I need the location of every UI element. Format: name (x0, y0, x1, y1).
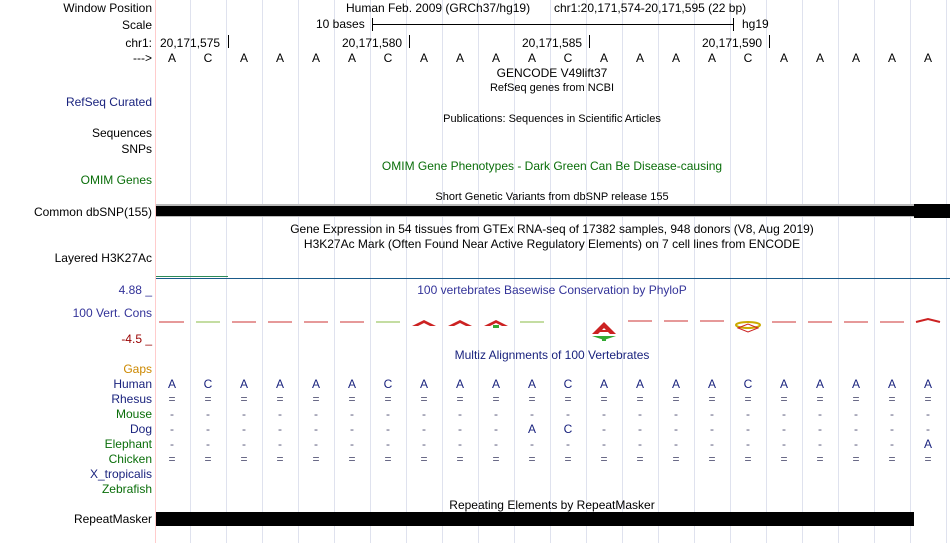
alignment-base: - (206, 422, 210, 436)
alignment-base: = (420, 392, 428, 406)
gtex-track-title[interactable]: Gene Expression in 54 tissues from GTEx RNA-seq of 17382 samples, 948 donors (V8, Aug 2019) (290, 222, 814, 236)
alignment-base: - (170, 437, 174, 451)
alignment-base: C (563, 377, 573, 391)
alignment-base: = (780, 452, 788, 466)
coord-4: 20,171,590 (702, 36, 763, 50)
alignment-base: - (494, 407, 498, 421)
multiz-track-title[interactable]: Multiz Alignments of 100 Vertebrates (454, 348, 650, 362)
dna-base: A (527, 51, 536, 65)
alignment-base: - (782, 422, 786, 436)
position-text: chr1:20,171,574-20,171,595 (22 bp) (554, 1, 747, 15)
alignment-base: - (890, 407, 894, 421)
repeatmasker-track-title[interactable]: Repeating Elements by RepeatMasker (449, 498, 655, 512)
dna-base: C (203, 51, 213, 65)
publications-track-title[interactable]: Publications: Sequences in Scientific Articles (443, 113, 661, 125)
alignment-base: - (386, 407, 390, 421)
omim-genes-label[interactable]: OMIM Genes (80, 173, 152, 187)
alignment-base: - (674, 407, 678, 421)
alignment-base: = (528, 392, 536, 406)
alignment-base: A (455, 377, 464, 391)
alignment-base: = (492, 452, 500, 466)
alignment-base: = (564, 392, 572, 406)
species-label-gaps[interactable]: Gaps (123, 362, 152, 376)
alignment-base: = (852, 452, 860, 466)
alignment-base: - (566, 407, 570, 421)
alignment-base: - (602, 437, 606, 451)
alignment-base: = (708, 452, 716, 466)
refseq-track-title[interactable]: RefSeq genes from NCBI (489, 82, 615, 94)
alignment-base: A (491, 377, 500, 391)
alignment-base: - (206, 407, 210, 421)
alignment-base: - (890, 422, 894, 436)
dna-base: C (563, 51, 573, 65)
dna-base: A (923, 51, 932, 65)
gencode-track-title[interactable]: GENCODE V49lift37 (496, 66, 608, 80)
alignment-base: - (782, 437, 786, 451)
alignment-base: - (350, 422, 354, 436)
alignment-base: - (242, 422, 246, 436)
dbsnp-track-title[interactable]: Short Genetic Variants from dbSNP release 155 (435, 191, 669, 203)
alignment-base: - (890, 437, 894, 451)
phylop-label[interactable]: 100 Vert. Cons (72, 306, 152, 320)
strand-label: ---> (133, 51, 152, 65)
chrom-label: chr1: (125, 36, 152, 50)
dbsnp-label[interactable]: Common dbSNP(155) (33, 205, 152, 219)
alignment-base: - (854, 422, 858, 436)
alignment-base: A (419, 377, 428, 391)
alignment-base: C (743, 377, 753, 391)
dna-base: A (491, 51, 500, 65)
scale-label: Scale (121, 18, 152, 32)
alignment-base: = (564, 452, 572, 466)
alignment-base: - (746, 422, 750, 436)
alignment-base: - (170, 422, 174, 436)
alignment-base: - (566, 437, 570, 451)
alignment-base: = (888, 452, 896, 466)
species-label-chicken[interactable]: Chicken (108, 452, 152, 466)
alignment-base: - (710, 422, 714, 436)
alignment-base: A (671, 377, 680, 391)
alignment-base: A (815, 377, 824, 391)
alignment-base: - (638, 422, 642, 436)
alignment-base: = (420, 452, 428, 466)
alignment-base: = (888, 392, 896, 406)
alignment-base: - (746, 407, 750, 421)
alignment-base: = (600, 392, 608, 406)
alignment-base: - (530, 407, 534, 421)
alignment-base: - (170, 407, 174, 421)
dna-base: C (743, 51, 753, 65)
phylop-max-label: 4.88 _ (118, 283, 152, 297)
assembly-title: Human Feb. 2009 (GRCh37/hg19) (346, 1, 531, 15)
dna-base: A (707, 51, 716, 65)
dna-base: A (347, 51, 356, 65)
alignment-base: - (206, 437, 210, 451)
alignment-base: - (818, 437, 822, 451)
phylop-peak (916, 319, 940, 322)
alignment-base: - (494, 422, 498, 436)
dna-base: A (851, 51, 860, 65)
alignment-base: - (926, 422, 930, 436)
omim-track-title[interactable]: OMIM Gene Phenotypes - Dark Green Can Be Disease-causing (381, 159, 723, 173)
alignment-base: = (204, 392, 212, 406)
alignment-base: - (350, 407, 354, 421)
species-label-human[interactable]: Human (113, 377, 152, 391)
alignment-base: - (746, 437, 750, 451)
alignment-base: = (924, 452, 932, 466)
alignment-base: - (422, 407, 426, 421)
alignment-base: A (275, 377, 284, 391)
alignment-base: = (240, 392, 248, 406)
dna-base: A (815, 51, 824, 65)
phylop-peak-bar (598, 330, 610, 332)
alignment-base: = (708, 392, 716, 406)
alignment-base: - (494, 437, 498, 451)
alignment-base: = (276, 392, 284, 406)
dna-base: A (779, 51, 788, 65)
alignment-base: = (456, 452, 464, 466)
alignment-base: = (384, 452, 392, 466)
alignment-base: A (923, 377, 932, 391)
alignment-base: = (312, 392, 320, 406)
alignment-base: = (600, 452, 608, 466)
alignment-base: = (744, 392, 752, 406)
alignment-base: = (816, 392, 824, 406)
phylop-peak (592, 322, 616, 334)
dna-base: A (239, 51, 248, 65)
alignment-base: - (638, 407, 642, 421)
alignment-base: = (348, 392, 356, 406)
alignment-base: = (492, 392, 500, 406)
alignment-base: - (818, 422, 822, 436)
alignment-base: A (527, 422, 536, 436)
alignment-base: A (635, 377, 644, 391)
alignment-base: - (782, 407, 786, 421)
alignment-base: = (384, 392, 392, 406)
alignment-base: = (924, 392, 932, 406)
species-label-zebrafish[interactable]: Zebrafish (101, 482, 152, 496)
alignment-base: - (422, 437, 426, 451)
alignment-base: - (602, 407, 606, 421)
alignment-base: - (386, 437, 390, 451)
alignment-base: - (242, 437, 246, 451)
alignment-base: C (203, 377, 213, 391)
alignment-base: = (816, 452, 824, 466)
alignment-base: - (710, 407, 714, 421)
phylop-peak-stem (602, 336, 606, 341)
alignment-base: - (278, 422, 282, 436)
alignment-base: = (276, 452, 284, 466)
alignment-base: - (458, 437, 462, 451)
species-label-elephant[interactable]: Elephant (104, 437, 152, 451)
alignment-base: A (239, 377, 248, 391)
alignment-base: - (638, 437, 642, 451)
alignment-base: = (780, 392, 788, 406)
alignment-base: = (636, 452, 644, 466)
h3k27ac-track-title[interactable]: H3K27Ac Mark (Often Found Near Active Regulatory Elements) on 7 cell lines from ENCODE (303, 237, 801, 251)
alignment-base: = (168, 392, 176, 406)
alignment-base: = (636, 392, 644, 406)
phylop-peak-base (493, 325, 499, 328)
alignment-base: A (851, 377, 860, 391)
dna-base: A (887, 51, 896, 65)
alignment-base: = (348, 452, 356, 466)
coord-3: 20,171,585 (522, 36, 583, 50)
alignment-base: - (674, 422, 678, 436)
dna-base: A (635, 51, 644, 65)
alignment-base: - (854, 407, 858, 421)
alignment-base: - (422, 422, 426, 436)
alignment-base: - (710, 437, 714, 451)
species-label-mouse[interactable]: Mouse (115, 407, 152, 421)
alignment-base: - (602, 422, 606, 436)
species-label-rhesus[interactable]: Rhesus (111, 392, 152, 406)
alignment-base: - (530, 437, 534, 451)
dna-base: A (311, 51, 320, 65)
dna-base: C (383, 51, 393, 65)
alignment-base: - (458, 407, 462, 421)
refseq-curated-label[interactable]: RefSeq Curated (65, 95, 152, 109)
dna-base: A (275, 51, 284, 65)
alignment-base: = (240, 452, 248, 466)
alignment-base: A (599, 377, 608, 391)
snps-label[interactable]: SNPs (121, 142, 152, 156)
alignment-base: - (674, 437, 678, 451)
alignment-base: - (278, 407, 282, 421)
alignment-base: C (563, 422, 573, 436)
alignment-base: C (383, 377, 393, 391)
alignment-base: - (350, 437, 354, 451)
alignment-base: = (852, 392, 860, 406)
alignment-base: - (314, 407, 318, 421)
alignment-base: A (887, 377, 896, 391)
phylop-peak (448, 320, 472, 326)
alignment-base: - (458, 422, 462, 436)
alignment-base: = (456, 392, 464, 406)
repeatmasker-element-bar[interactable] (156, 512, 914, 526)
db-label: hg19 (742, 17, 769, 31)
alignment-base: = (528, 452, 536, 466)
alignment-base: = (672, 452, 680, 466)
alignment-base: - (278, 437, 282, 451)
window-position-label: Window Position (63, 1, 152, 15)
alignment-base: - (854, 437, 858, 451)
alignment-base: - (926, 407, 930, 421)
alignment-base: = (168, 452, 176, 466)
phylop-track-title[interactable]: 100 vertebrates Basewise Conservation by PhyloP (417, 283, 687, 297)
coord-2: 20,171,580 (342, 36, 403, 50)
alignment-base: - (818, 407, 822, 421)
alignment-base: - (386, 422, 390, 436)
dna-base: A (167, 51, 176, 65)
alignment-base: = (672, 392, 680, 406)
phylop-min-label: -4.5 _ (121, 332, 152, 346)
alignment-base: - (314, 422, 318, 436)
sequences-label[interactable]: Sequences (91, 126, 152, 140)
species-label-dog[interactable]: Dog (129, 422, 152, 436)
alignment-base: A (347, 377, 356, 391)
repeatmasker-label[interactable]: RepeatMasker (73, 512, 152, 526)
alignment-base: A (707, 377, 716, 391)
alignment-base: = (744, 452, 752, 466)
dna-base: A (455, 51, 464, 65)
scale-text: 10 bases (316, 17, 365, 31)
alignment-base: - (242, 407, 246, 421)
coord-1: 20,171,575 (160, 36, 221, 50)
dna-base: A (671, 51, 680, 65)
alignment-base: A (527, 377, 536, 391)
alignment-base: A (167, 377, 176, 391)
dna-base: A (599, 51, 608, 65)
alignment-base: A (779, 377, 788, 391)
alignment-base: A (923, 437, 932, 451)
species-label-x_tropicalis[interactable]: X_tropicalis (89, 467, 152, 481)
alignment-base: = (312, 452, 320, 466)
alignment-base: A (311, 377, 320, 391)
alignment-base: = (204, 452, 212, 466)
phylop-peak (412, 320, 436, 326)
h3k27ac-label[interactable]: Layered H3K27Ac (54, 251, 152, 265)
alignment-base: - (314, 437, 318, 451)
dna-base: A (419, 51, 428, 65)
